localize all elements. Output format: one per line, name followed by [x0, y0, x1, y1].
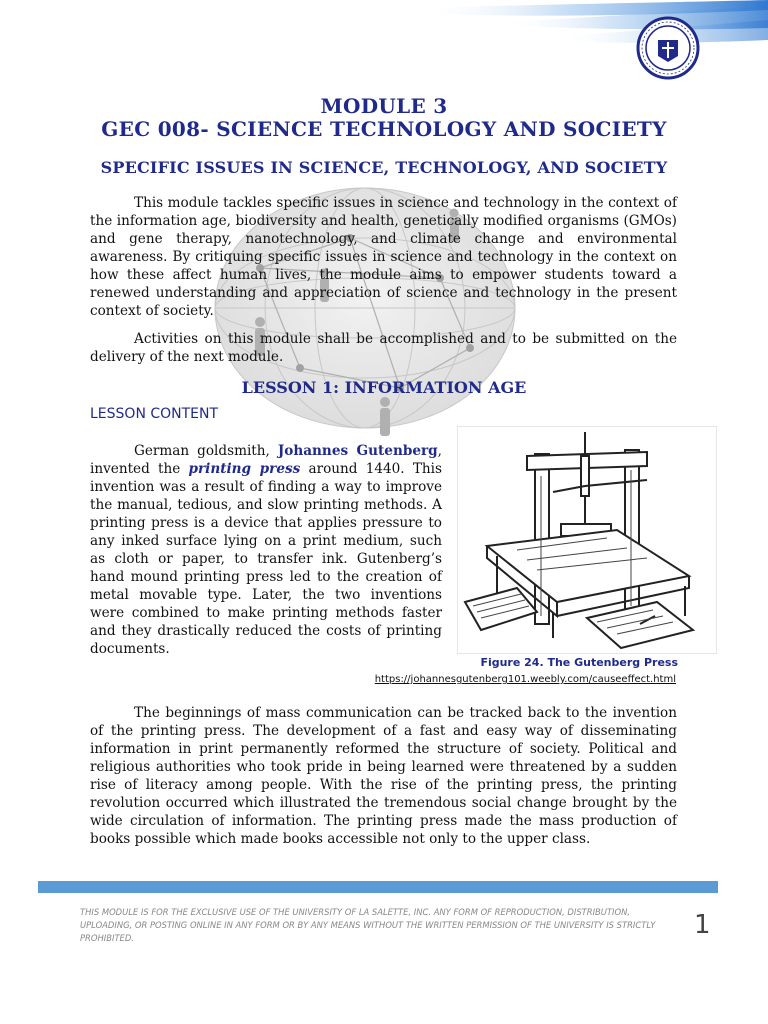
printing-press-term: printing press: [188, 461, 301, 477]
mass-communication-paragraph: The beginnings of mass communication can be tracked back to the invention of the printing press. The development of a fast and easy way of disseminating information in print permanently reformed the structure of society. Political and religious authorities who took pride in being learned were threatened by a sudden rise of literacy among people. With the rise of the printing press, the printing revolution occurred which illustrated the tremendous social change brought by the wide circulation of information. The printing press made the mass production of books possible which made books accessible not only to the upper class.: [90, 705, 677, 847]
intro-paragraph: This module tackles specific issues in science and technology in the context of the information age, biodiversity and health, genetically modified organisms (GMOs) and gene therapy, nanotechnology, and climate change and environmental awareness. By critiquing specific issues in science and technology in the context on how these affect human lives, the module aims to empower students toward a renewed understanding and appreciation of science and technology in the present context of society.: [90, 195, 677, 319]
page-number: 1: [694, 910, 711, 940]
footer-copyright-notice: THIS MODULE IS FOR THE EXCLUSIVE USE OF THE UNIVERSITY OF LA SALETTE, INC. ANY FORM OF REPRODUCTION, DISTRIBUTION, UPLOADING, OR POSTING ONLINE IN ANY FORM OR BY ANY MEANS WITHOUT THE WRITTEN PERMISSION OF THE UNIVERSITY IS STRICTLY PROHIBITED.: [80, 907, 656, 943]
module-label: MODULE 3: [320, 94, 448, 118]
gutenberg-name: Johannes Gutenberg: [277, 443, 438, 459]
university-seal-icon: [636, 16, 700, 80]
activities-paragraph: Activities on this module shall be accomplished and to be submitted on the delivery of the next module.: [90, 331, 677, 365]
figure-source-link[interactable]: https://johannesgutenberg101.weebly.com/causeeffect.html: [374, 674, 676, 685]
figure-caption: Figure 24. The Gutenberg Press: [480, 656, 678, 669]
lesson-content-heading: LESSON CONTENT: [90, 406, 219, 422]
footer-bar: [38, 881, 718, 893]
gutenberg-press-illustration: [457, 426, 717, 654]
lesson-title: LESSON 1: INFORMATION AGE: [241, 378, 527, 397]
gutenberg-paragraph: German goldsmith, Johannes Gutenberg, invented the printing press around 1440. This invention was a result of finding a way to improve the manual, tedious, and slow printing methods. A printing press is a device that applies pressure to any inked surface lying on a print medium, such as cloth or paper, to transfer ink. Gutenberg’s hand mound printing press led to the creation of metal movable type. Later, the two inventions were combined to make printing methods faster and they drastically reduced the costs of printing documents.: [90, 443, 442, 657]
module-subtitle: SPECIFIC ISSUES IN SCIENCE, TECHNOLOGY, AND SOCIETY: [100, 158, 668, 177]
course-title: GEC 008- SCIENCE TECHNOLOGY AND SOCIETY: [101, 117, 667, 141]
